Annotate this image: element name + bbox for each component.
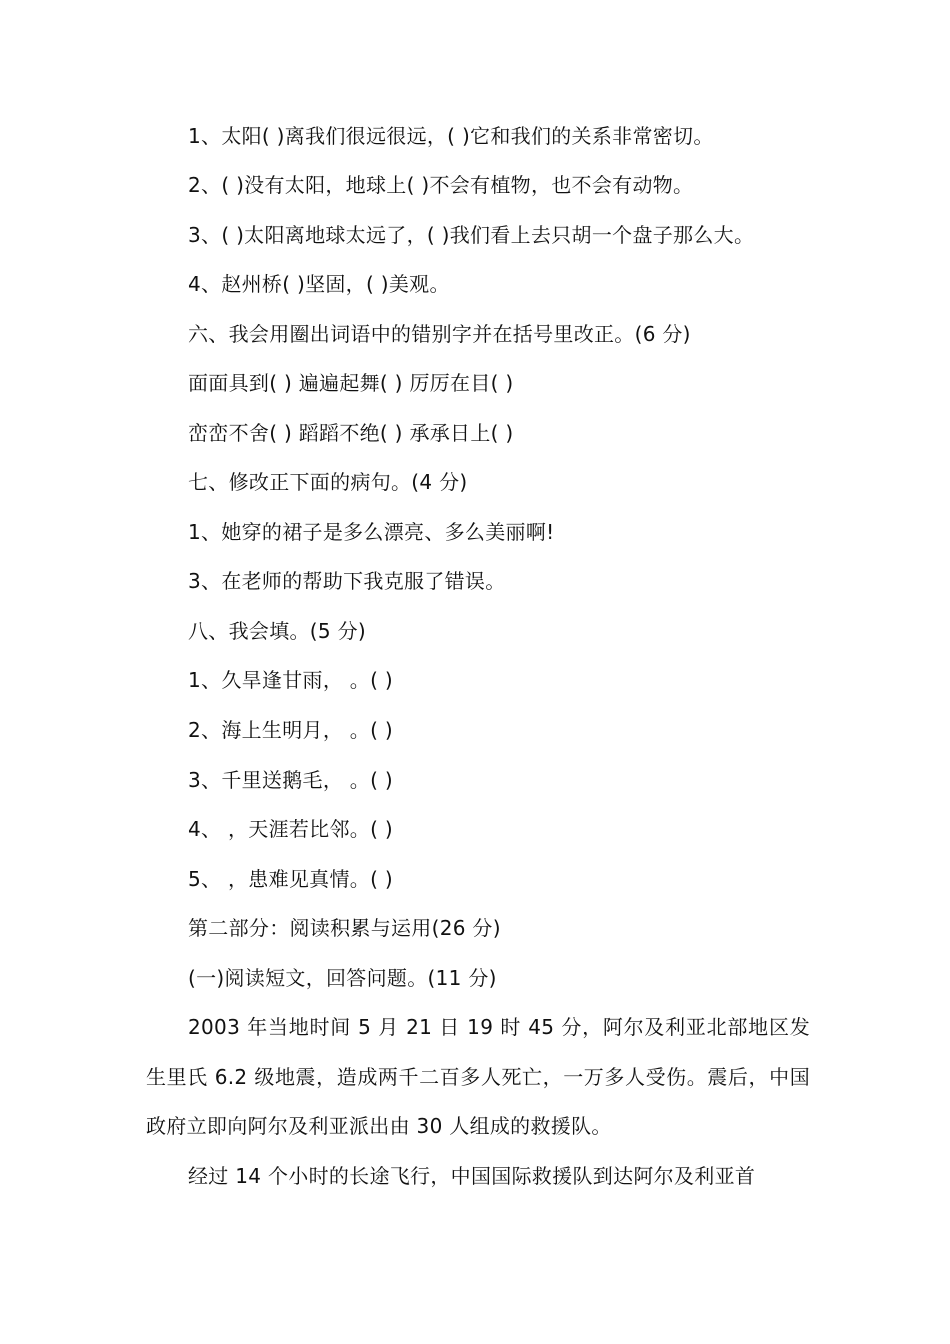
fill-line-4: 4、 ，天涯若比邻。( )	[188, 817, 393, 841]
question-line-1: 1、太阳( )离我们很远很远，( )它和我们的关系非常密切。	[188, 124, 714, 148]
word-correction-row-1: 面面具到( ) 遍遍起舞( ) 厉厉在目( )	[188, 371, 514, 395]
fill-line-3: 3、千里送鹅毛， 。( )	[188, 768, 393, 792]
reading-heading: (一)阅读短文，回答问题。(11 分)	[188, 966, 497, 990]
part-two-heading: 第二部分：阅读积累与运用(26 分)	[188, 916, 501, 940]
question-line-2: 2、( )没有太阳，地球上( )不会有植物，也不会有动物。	[188, 173, 694, 197]
sentence-correction-3: 3、在老师的帮助下我克服了错误。	[188, 569, 506, 593]
section-heading-8: 八、我会填。(5 分)	[188, 619, 366, 643]
reading-paragraph-2: 经过 14 个小时的长途飞行，中国国际救援队到达阿尔及利亚首	[188, 1164, 756, 1188]
fill-line-1: 1、久旱逢甘雨， 。( )	[188, 668, 393, 692]
fill-line-2: 2、海上生明月， 。( )	[188, 718, 393, 742]
section-heading-7: 七、修改正下面的病句。(4 分)	[188, 470, 468, 494]
reading-paragraph-1: 2003 年当地时间 5 月 21 日 19 时 45 分，阿尔及利亚北部地区发生里氏 6.2 级地震，造成两千二百多人死亡，一万多人受伤。震后，中国政府立即向阿尔及利亚派出由 30 人组成的救援队。	[146, 1015, 810, 1138]
question-line-3: 3、( )太阳离地球太远了，( )我们看上去只胡一个盘子那么大。	[188, 223, 755, 247]
question-line-4: 4、赵州桥( )坚固，( )美观。	[188, 272, 450, 296]
section-heading-6: 六、我会用圈出词语中的错别字并在括号里改正。(6 分)	[188, 322, 691, 346]
sentence-correction-1: 1、她穿的裙子是多么漂亮、多么美丽啊!	[188, 520, 555, 544]
fill-line-5: 5、 ，患难见真情。( )	[188, 867, 393, 891]
word-correction-row-2: 峦峦不舍( ) 蹈蹈不绝( ) 承承日上( )	[188, 421, 514, 445]
